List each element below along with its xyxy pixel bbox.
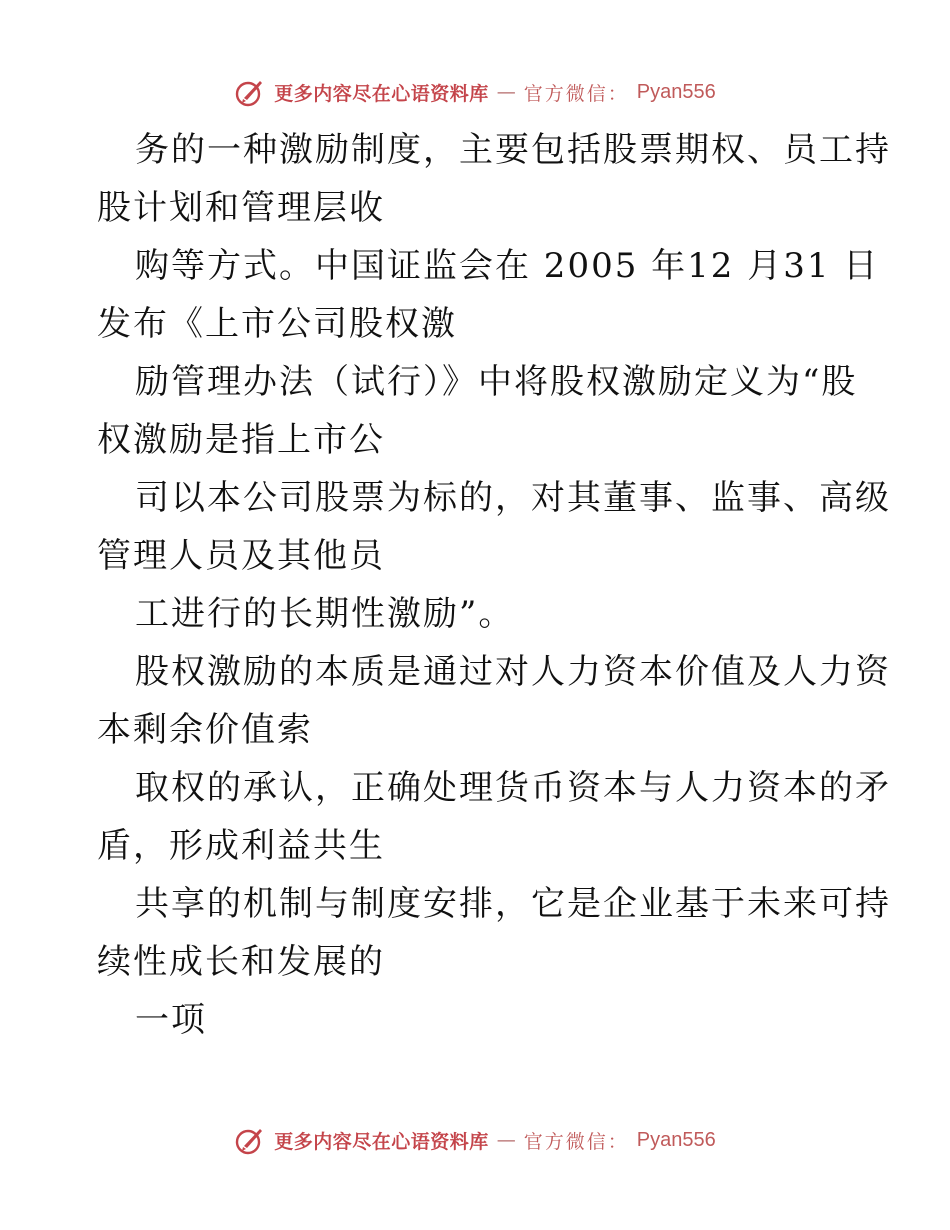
footer-watermark [0, 1120, 950, 1160]
watermark-wechat-id: Pyan556 [636, 80, 716, 103]
paragraph-1-line-1: 务的一种激励制度，主要包括股票期权、员工持 [135, 130, 891, 170]
paragraph-8-line-1: 共享的机制与制度安排，它是企业基于未来可持 [135, 884, 891, 924]
watermark-brand: 更多内容尽在心语资料库 [274, 82, 489, 105]
paragraph-9-line-1: 一项 [135, 1000, 207, 1040]
paragraph-7-line-1: 取权的承认，正确处理货币资本与人力资本的矛 [135, 768, 891, 808]
paragraph-2-line-1: 购等方式。中国证监会在 2005 年12 月31 日 [135, 246, 880, 286]
paragraph-3-line-1: 励管理办法（试行）》中将股权激励定义为“股 [135, 362, 858, 402]
paragraph-8-line-2: 续性成长和发展的 [97, 942, 385, 982]
paragraph-6-line-2: 本剩余价值索 [97, 710, 313, 750]
paragraph-4-line-2: 管理人员及其他员 [97, 536, 385, 576]
watermark-wechat-label: 官方微信： [523, 82, 629, 105]
watermark-separator: — [496, 1129, 516, 1151]
paragraph-1-line-2: 股计划和管理层收 [97, 188, 385, 228]
paragraph-7-line-2: 盾，形成利益共生 [97, 826, 385, 866]
watermark-wechat-id: Pyan556 [636, 1128, 716, 1151]
paragraph-2-line-2: 发布《上市公司股权激 [97, 304, 457, 344]
watermark-separator: — [496, 81, 516, 103]
paragraph-4-line-1: 司以本公司股票为标的，对其董事、监事、高级 [135, 478, 891, 518]
quill-logo-icon [234, 1124, 266, 1156]
paragraph-3-line-2: 权激励是指上市公 [97, 420, 385, 460]
paragraph-6-line-1: 股权激励的本质是通过对人力资本价值及人力资 [135, 652, 891, 692]
header-watermark [0, 72, 950, 112]
watermark-wechat-label: 官方微信： [523, 1130, 629, 1153]
paragraph-5-line-1: 工进行的长期性激励”。 [135, 594, 515, 634]
document-body [97, 121, 891, 1049]
watermark-brand: 更多内容尽在心语资料库 [274, 1130, 489, 1153]
quill-logo-icon [234, 76, 266, 108]
